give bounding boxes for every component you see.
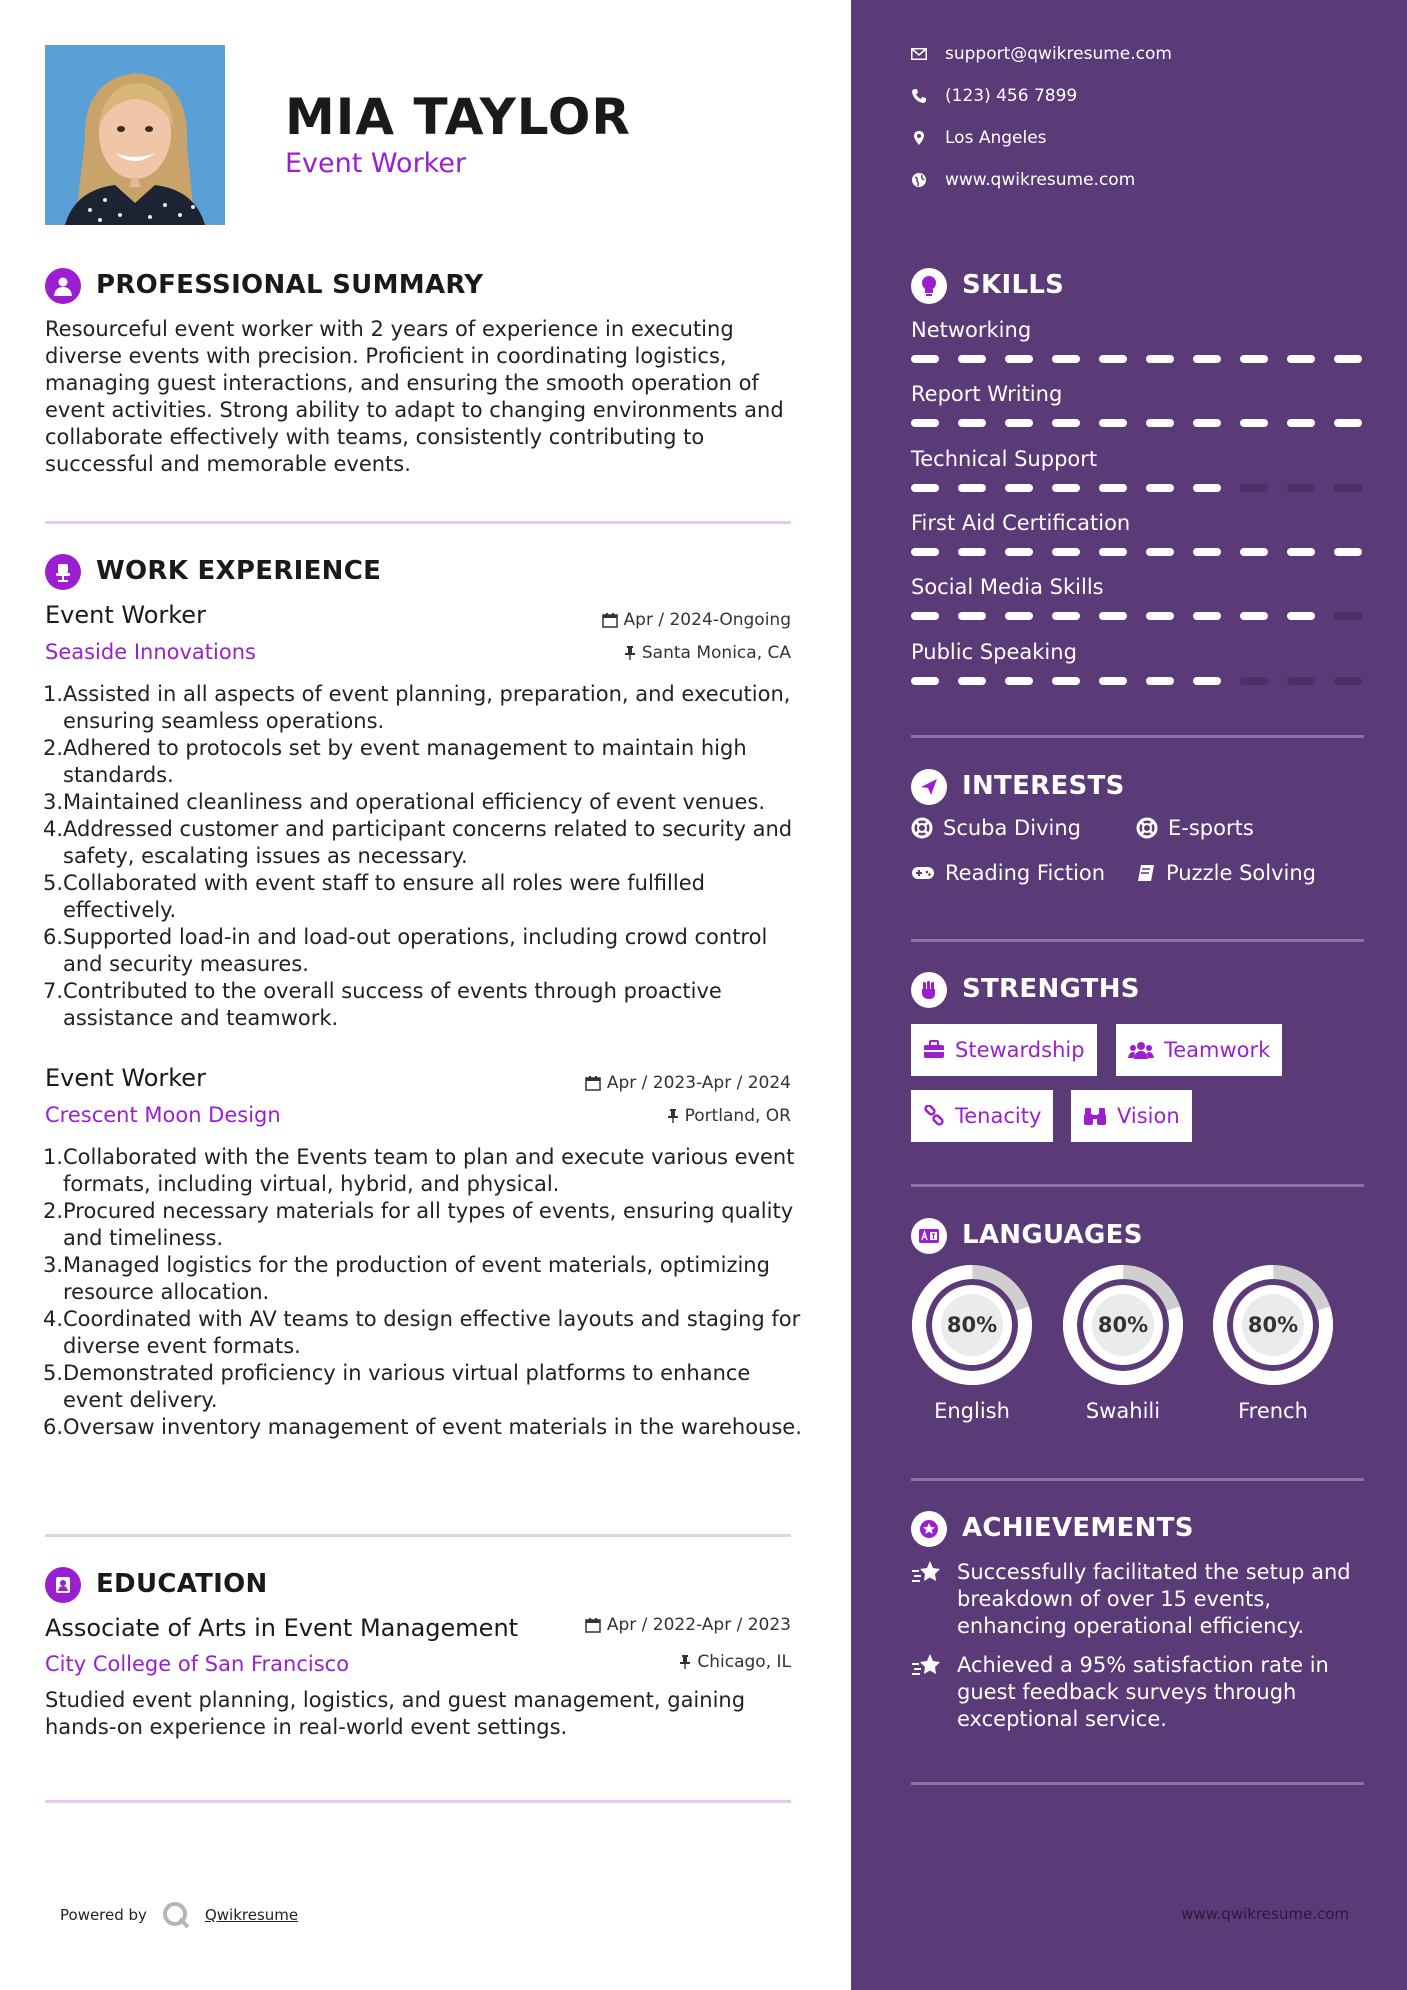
skill-dash (1052, 677, 1080, 685)
language-ring (1212, 1264, 1334, 1386)
divider (911, 735, 1364, 738)
list-item: Supported load-in and load-out operations, including crowd control and security measures. (63, 925, 768, 976)
calendar-icon (585, 1075, 601, 1091)
skill-dash (958, 419, 986, 427)
interest-item: Scuba Diving (911, 816, 1081, 840)
list-item: Maintained cleanliness and operational efficiency of event venues. (63, 790, 766, 814)
list-item: Coordinated with AV teams to design effective layouts and staging for diverse event formats. (63, 1307, 801, 1358)
book-icon (1136, 863, 1156, 883)
lifebuoy-icon (1136, 817, 1158, 839)
interest-item: E-sports (1136, 816, 1254, 840)
fist-icon (911, 972, 947, 1008)
skill-dash (1287, 355, 1315, 363)
language-percent: 80% (1247, 1313, 1299, 1337)
envelope-icon (911, 48, 927, 60)
calendar-icon (585, 1617, 601, 1633)
skill-dash (1334, 355, 1362, 363)
powered-by (60, 1900, 298, 1930)
pin-icon (667, 1108, 679, 1124)
interest-item: Reading Fiction (911, 861, 1105, 885)
language-name: English (934, 1399, 1010, 1423)
education-description: Studied event planning, logistics, and guest management, gaining hands-on experience in real-world event settings. (45, 1688, 746, 1739)
list-item: Managed logistics for the production of event materials, optimizing resource allocation. (63, 1253, 770, 1304)
user-icon (45, 268, 81, 304)
skill-dash (1099, 355, 1127, 363)
skill-dash (911, 419, 939, 427)
job-bullets (45, 1144, 805, 1441)
skill-rating (911, 548, 1364, 556)
education-dates: Apr / 2022-Apr / 2023 (585, 1615, 791, 1635)
candidate-title: Event Worker (285, 148, 467, 179)
list-item: Demonstrated proficiency in various virtual platforms to enhance event delivery. (63, 1361, 751, 1412)
skill-dash (1005, 548, 1033, 556)
education-heading: EDUCATION (96, 1569, 268, 1599)
divider (911, 1184, 1364, 1187)
list-item: Adhered to protocols set by event management to maintain high standards. (63, 736, 747, 787)
job-location: Santa Monica, CA (624, 643, 791, 663)
skill-dash (1334, 484, 1362, 492)
skill-dash (1146, 612, 1174, 620)
job-title: Event Worker (45, 601, 206, 629)
strength-badge: Vision (1071, 1090, 1192, 1142)
language-percent: 80% (946, 1313, 998, 1337)
skill-dash (1240, 419, 1268, 427)
footer-website-link[interactable]: www.qwikresume.com (1181, 1905, 1349, 1923)
link-icon (923, 1105, 945, 1127)
experience-heading: WORK EXPERIENCE (96, 556, 382, 586)
achievements-heading: ACHIEVEMENTS (962, 1513, 1194, 1543)
skill-dash (911, 484, 939, 492)
skill-dash (1099, 612, 1127, 620)
divider (45, 521, 791, 524)
skill-dash (1240, 612, 1268, 620)
interest-item: Puzzle Solving (1136, 861, 1316, 885)
list-item: Addressed customer and participant concerns related to security and safety, escalating issues as necessary. (63, 817, 793, 868)
skill-dash (1193, 419, 1221, 427)
skill-rating (911, 419, 1364, 427)
skill-dash (1193, 355, 1221, 363)
skill-dash (1334, 548, 1362, 556)
skill-dash (1052, 484, 1080, 492)
divider (45, 1534, 791, 1537)
qwikresume-link[interactable]: Qwikresume (204, 1906, 299, 1924)
qwikresume-logo-icon (161, 1900, 191, 1930)
skill-dash (1005, 419, 1033, 427)
skill-dash (958, 677, 986, 685)
skill-label: First Aid Certification (911, 511, 1131, 535)
language-ring (1062, 1264, 1184, 1386)
sidebar (851, 0, 1407, 1990)
translate-icon (911, 1218, 947, 1254)
skill-dash (1334, 677, 1362, 685)
map-marker-icon (911, 130, 927, 146)
skill-dash (1146, 548, 1174, 556)
language-ring (911, 1264, 1033, 1386)
skill-dash (1146, 484, 1174, 492)
skill-label: Public Speaking (911, 640, 1077, 664)
contact-website[interactable]: www.qwikresume.com (911, 170, 1135, 190)
divider (911, 1478, 1364, 1481)
skill-dash (1240, 484, 1268, 492)
skill-dash (958, 484, 986, 492)
skill-dash (1287, 677, 1315, 685)
achievement-item: Achieved a 95% satisfaction rate in guest feedback surveys through exceptional service. (911, 1652, 1371, 1733)
skill-dash (1146, 419, 1174, 427)
powered-by-label: Powered by (60, 1906, 147, 1924)
lifebuoy-icon (911, 817, 933, 839)
contact-email[interactable]: support@qwikresume.com (911, 44, 1172, 64)
skill-dash (1193, 677, 1221, 685)
degree-title: Associate of Arts in Event Management (45, 1614, 519, 1642)
skill-dash (1052, 355, 1080, 363)
skill-rating (911, 484, 1364, 492)
achievement-item: Successfully facilitated the setup and breakdown of over 15 events, enhancing operational efficiency. (911, 1559, 1371, 1640)
list-item: Oversaw inventory management of event materials in the warehouse. (63, 1415, 802, 1439)
skill-dash (1099, 419, 1127, 427)
skills-heading: SKILLS (962, 270, 1065, 300)
skill-dash (911, 612, 939, 620)
strengths-heading: STRENGTHS (962, 974, 1140, 1004)
skill-dash (1005, 612, 1033, 620)
graduation-icon (45, 1567, 81, 1603)
chair-icon (45, 554, 81, 590)
skill-dash (911, 355, 939, 363)
job-dates: Apr / 2024-Ongoing (602, 610, 791, 630)
globe-icon (911, 172, 927, 188)
skill-dash (1146, 677, 1174, 685)
contact-location: Los Angeles (911, 128, 1047, 148)
skill-dash (1052, 419, 1080, 427)
users-icon (1128, 1040, 1154, 1060)
skill-dash (1005, 677, 1033, 685)
skill-dash (1005, 484, 1033, 492)
job-bullets (45, 681, 805, 1032)
shooting-star-icon (911, 1559, 943, 1587)
skill-label: Report Writing (911, 382, 1063, 406)
skill-dash (1287, 612, 1315, 620)
gamepad-icon (911, 865, 935, 881)
calendar-icon (602, 612, 618, 628)
education-location: Chicago, IL (679, 1652, 791, 1672)
star-badge-icon (911, 1511, 947, 1547)
list-item: Assisted in all aspects of event planning, preparation, and execution, ensuring seamless operations. (63, 682, 791, 733)
skill-dash (1099, 677, 1127, 685)
language-name: Swahili (1085, 1399, 1161, 1423)
strength-badge: Tenacity (911, 1090, 1053, 1142)
summary-text: Resourceful event worker with 2 years of experience in executing diverse events with precision. Proficient in coordinating logistics, managing guest interactions, and ensuring the smooth operation of event activities. Strong ability to adapt to changing environments and collaborate effectively with teams, consistently contributing to successful and memorable events. (45, 317, 784, 476)
skill-dash (1193, 548, 1221, 556)
language-percent: 80% (1097, 1313, 1149, 1337)
job-location: Portland, OR (667, 1106, 791, 1126)
skill-dash (1240, 677, 1268, 685)
skill-dash (1240, 548, 1268, 556)
skill-dash (1287, 484, 1315, 492)
skill-label: Networking (911, 318, 1032, 342)
skill-dash (1052, 612, 1080, 620)
skill-dash (911, 548, 939, 556)
skill-rating (911, 355, 1364, 363)
skill-dash (1193, 612, 1221, 620)
strength-badge: Stewardship (911, 1024, 1097, 1076)
binoculars-icon (1083, 1106, 1107, 1126)
list-item: Procured necessary materials for all types of events, ensuring quality and timeliness. (63, 1199, 794, 1250)
divider (45, 1800, 791, 1803)
divider (911, 939, 1364, 942)
shooting-star-icon (911, 1652, 943, 1680)
skill-dash (1052, 548, 1080, 556)
languages-heading: LANGUAGES (962, 1220, 1143, 1250)
summary-heading: PROFESSIONAL SUMMARY (96, 270, 484, 300)
divider (911, 1782, 1364, 1785)
skill-dash (1287, 548, 1315, 556)
skill-dash (958, 355, 986, 363)
candidate-name: MIA TAYLOR (285, 88, 631, 146)
skill-dash (1146, 355, 1174, 363)
profile-photo (45, 45, 225, 225)
job-title: Event Worker (45, 1064, 206, 1092)
list-item: Collaborated with event staff to ensure all roles were fulfilled effectively. (63, 871, 705, 922)
pin-icon (624, 645, 636, 661)
lightbulb-icon (911, 268, 947, 304)
pin-icon (679, 1654, 691, 1670)
company-name: Crescent Moon Design (45, 1103, 281, 1127)
job-dates: Apr / 2023-Apr / 2024 (585, 1073, 791, 1093)
strength-badge: Teamwork (1116, 1024, 1282, 1076)
language-name: French (1238, 1399, 1308, 1423)
skill-dash (1099, 548, 1127, 556)
skill-dash (1334, 419, 1362, 427)
skill-rating (911, 677, 1364, 685)
contact-phone[interactable]: (123) 456 7899 (911, 86, 1077, 106)
skill-dash (1287, 419, 1315, 427)
skill-dash (1099, 484, 1127, 492)
skill-dash (1193, 484, 1221, 492)
skill-dash (958, 612, 986, 620)
skill-dash (1005, 355, 1033, 363)
list-item: Collaborated with the Events team to plan and execute various event formats, including virtual, hybrid, and physical. (63, 1145, 795, 1196)
skill-dash (958, 548, 986, 556)
briefcase-icon (923, 1040, 945, 1060)
phone-icon (911, 88, 927, 104)
school-name: City College of San Francisco (45, 1652, 350, 1676)
list-item: Contributed to the overall success of events through proactive assistance and teamwork. (63, 979, 722, 1030)
interests-heading: INTERESTS (962, 771, 1125, 801)
company-name: Seaside Innovations (45, 640, 256, 664)
skill-dash (1240, 355, 1268, 363)
skill-label: Social Media Skills (911, 575, 1104, 599)
skill-rating (911, 612, 1364, 620)
paper-plane-icon (911, 769, 947, 805)
skill-dash (911, 677, 939, 685)
skill-dash (1334, 612, 1362, 620)
skill-label: Technical Support (911, 447, 1098, 471)
